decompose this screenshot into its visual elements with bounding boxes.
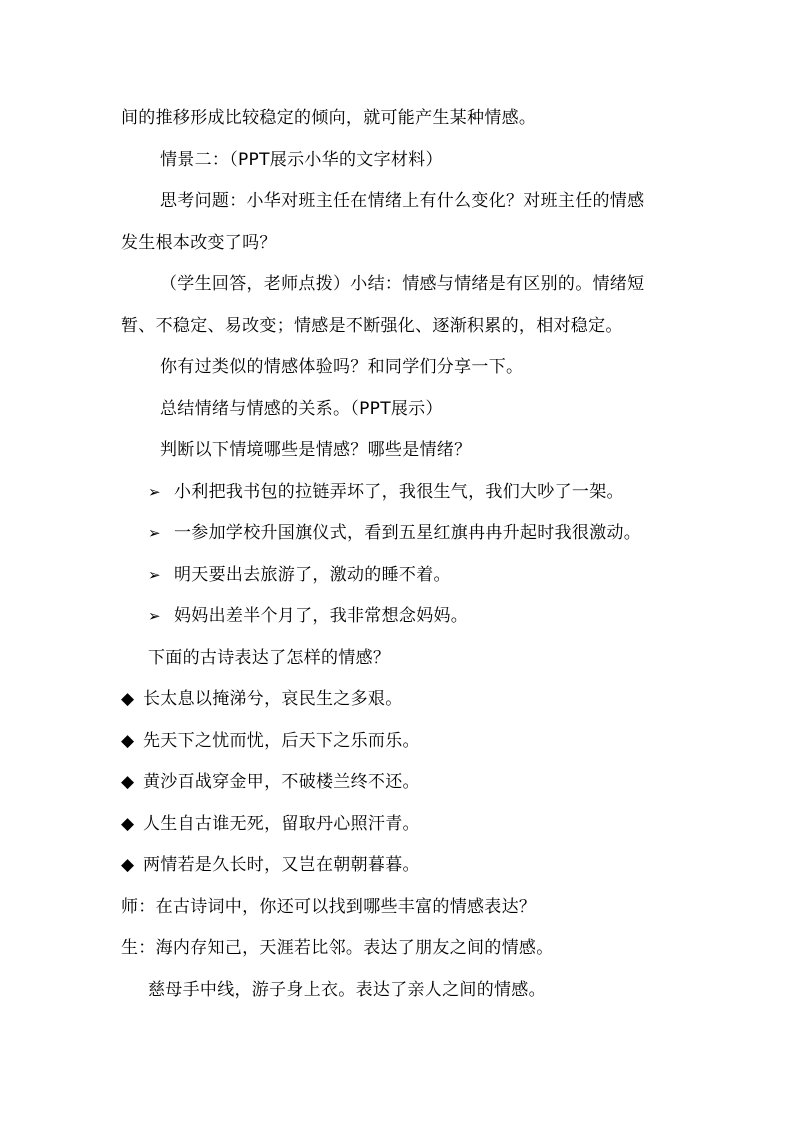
student-answer: 生：海内存知己，天涯若比邻。表达了朋友之间的情感。	[121, 938, 554, 958]
diamond-bullet-icon: ◆	[121, 814, 135, 834]
situation-text: 明天要出去旅游了，激动的睡不着。	[174, 565, 451, 585]
teacher-question: 师：在古诗词中，你还可以找到哪些丰富的情感表达？	[121, 897, 537, 917]
poem-item	[121, 771, 420, 793]
paragraph-line-1: 间的推移形成比较稳定的倾向，就可能产生某种情感。	[121, 108, 537, 128]
arrow-bullet-icon: ➢	[148, 566, 161, 584]
poem-text: 人生自古谁无死，留取丹心照汗青。	[143, 814, 420, 834]
situation-item	[148, 564, 451, 586]
diamond-bullet-icon: ◆	[121, 689, 135, 709]
poem-text: 两情若是久长时，又岂在朝朝暮暮。	[143, 855, 420, 875]
diamond-bullet-icon: ◆	[121, 855, 135, 875]
situation-text: 妈妈出差半个月了，我非常想念妈妈。	[174, 606, 469, 626]
poem-item	[121, 688, 403, 710]
situation-text: 一参加学校升国旗仪式，看到五星红旗冉冉升起时我很激动。	[174, 523, 642, 543]
poem-text: 长太息以掩涕兮，哀民生之多艰。	[143, 689, 403, 709]
share-prompt: 你有过类似的情感体验吗？和同学们分享一下。	[160, 357, 524, 377]
situation-item	[148, 605, 468, 627]
situation-text: 小利把我书包的拉链弄坏了，我很生气，我们大吵了一架。	[174, 482, 624, 502]
question-line-2: 发生根本改变了吗？	[121, 233, 277, 253]
arrow-bullet-icon: ➢	[148, 483, 161, 501]
judge-prompt: 判断以下情境哪些是情感？哪些是情绪？	[160, 440, 472, 460]
student-answer-continued: 慈母手中线，游子身上衣。表达了亲人之间的情感。	[148, 980, 546, 1000]
summary-line-1: （学生回答，老师点拨）小结：情感与情绪是有区别的。情绪短	[160, 274, 645, 294]
diamond-bullet-icon: ◆	[121, 772, 135, 792]
diamond-bullet-icon: ◆	[121, 731, 135, 751]
summary-line-2: 暂、不稳定、易改变；情感是不断强化、逐渐积累的，相对稳定。	[121, 316, 623, 336]
poem-text: 黄沙百战穿金甲，不破楼兰终不还。	[143, 772, 420, 792]
arrow-bullet-icon: ➢	[148, 524, 161, 542]
scenario-heading: 情景二：（PPT展示小华的文字材料）	[160, 150, 443, 170]
poem-item	[121, 854, 420, 876]
situation-item	[148, 481, 624, 503]
situation-item	[148, 522, 641, 544]
poem-item	[121, 813, 420, 835]
poem-item	[121, 730, 420, 752]
arrow-bullet-icon: ➢	[148, 607, 161, 625]
relation-summary: 总结情绪与情感的关系。（PPT展示）	[160, 399, 443, 419]
poem-question: 下面的古诗表达了怎样的情感？	[148, 648, 391, 668]
poem-text: 先天下之忧而忧，后天下之乐而乐。	[143, 731, 420, 751]
question-line-1: 思考问题：小华对班主任在情绪上有什么变化？对班主任的情感	[160, 191, 645, 211]
